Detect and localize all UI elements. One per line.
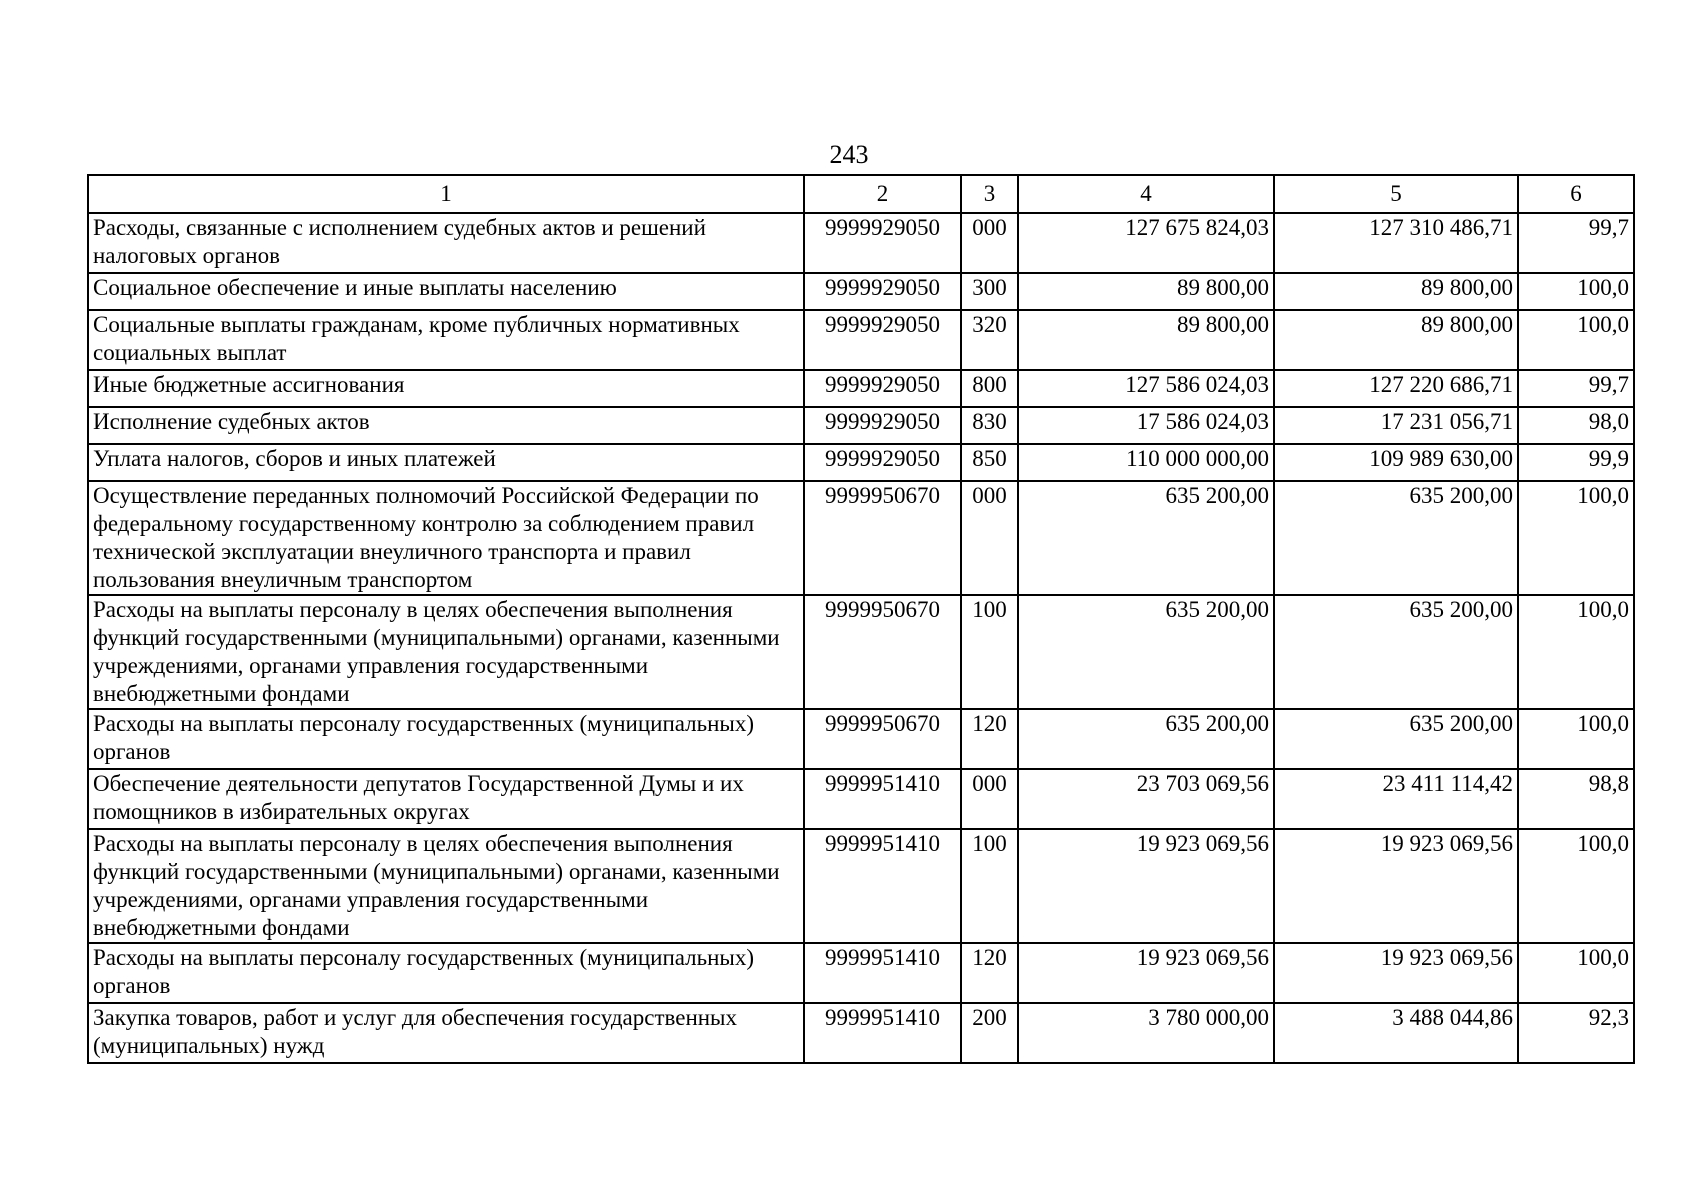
row-type: 120 bbox=[961, 709, 1018, 769]
row-actual: 89 800,00 bbox=[1274, 310, 1518, 370]
row-percent: 99,7 bbox=[1518, 213, 1634, 273]
row-type: 320 bbox=[961, 310, 1018, 370]
table-row bbox=[88, 407, 1634, 444]
row-name: Расходы, связанные с исполнением судебных актов и решений налоговых органов bbox=[88, 213, 804, 273]
row-actual: 635 200,00 bbox=[1274, 709, 1518, 769]
row-actual: 3 488 044,86 bbox=[1274, 1003, 1518, 1063]
row-code: 9999929050 bbox=[804, 407, 961, 444]
table-row bbox=[88, 370, 1634, 407]
row-plan: 127 675 824,03 bbox=[1018, 213, 1274, 273]
row-name: Социальные выплаты гражданам, кроме публичных нормативных социальных выплат bbox=[88, 310, 804, 370]
row-plan: 110 000 000,00 bbox=[1018, 444, 1274, 481]
row-plan: 635 200,00 bbox=[1018, 709, 1274, 769]
table-row bbox=[88, 444, 1634, 481]
row-actual: 19 923 069,56 bbox=[1274, 943, 1518, 1003]
row-actual: 127 220 686,71 bbox=[1274, 370, 1518, 407]
budget-table bbox=[87, 174, 1635, 1064]
row-percent: 100,0 bbox=[1518, 595, 1634, 709]
column-header-5: 5 bbox=[1274, 175, 1518, 213]
row-actual: 17 231 056,71 bbox=[1274, 407, 1518, 444]
row-type: 000 bbox=[961, 481, 1018, 595]
table-row bbox=[88, 829, 1634, 943]
page-number: 243 bbox=[829, 140, 869, 169]
row-type: 120 bbox=[961, 943, 1018, 1003]
row-plan: 89 800,00 bbox=[1018, 273, 1274, 310]
table-row bbox=[88, 273, 1634, 310]
row-percent: 92,3 bbox=[1518, 1003, 1634, 1063]
column-header-4: 4 bbox=[1018, 175, 1274, 213]
table-row bbox=[88, 310, 1634, 370]
row-name: Иные бюджетные ассигнования bbox=[88, 370, 804, 407]
row-type: 100 bbox=[961, 829, 1018, 943]
row-type: 800 bbox=[961, 370, 1018, 407]
row-code: 9999950670 bbox=[804, 481, 961, 595]
row-percent: 100,0 bbox=[1518, 481, 1634, 595]
row-type: 100 bbox=[961, 595, 1018, 709]
row-type: 000 bbox=[961, 213, 1018, 273]
row-code: 9999951410 bbox=[804, 829, 961, 943]
table-row bbox=[88, 481, 1634, 595]
table-row bbox=[88, 943, 1634, 1003]
row-code: 9999951410 bbox=[804, 1003, 961, 1063]
row-percent: 100,0 bbox=[1518, 709, 1634, 769]
row-plan: 19 923 069,56 bbox=[1018, 829, 1274, 943]
row-plan: 89 800,00 bbox=[1018, 310, 1274, 370]
row-actual: 127 310 486,71 bbox=[1274, 213, 1518, 273]
row-percent: 100,0 bbox=[1518, 310, 1634, 370]
row-name: Расходы на выплаты персоналу государственных (муниципальных) органов bbox=[88, 943, 804, 1003]
row-name: Расходы на выплаты персоналу государственных (муниципальных) органов bbox=[88, 709, 804, 769]
table-header-row bbox=[88, 175, 1634, 213]
column-header-2: 2 bbox=[804, 175, 961, 213]
row-plan: 635 200,00 bbox=[1018, 481, 1274, 595]
row-name: Расходы на выплаты персоналу в целях обеспечения выполнения функций государственными (муниципальными) органами, казенными учреждениями, органами управления государственными внебюджетными фондами bbox=[88, 829, 804, 943]
row-code: 9999929050 bbox=[804, 444, 961, 481]
row-type: 300 bbox=[961, 273, 1018, 310]
row-actual: 109 989 630,00 bbox=[1274, 444, 1518, 481]
row-type: 000 bbox=[961, 769, 1018, 829]
table-row bbox=[88, 709, 1634, 769]
row-actual: 23 411 114,42 bbox=[1274, 769, 1518, 829]
row-code: 9999950670 bbox=[804, 709, 961, 769]
table-row bbox=[88, 595, 1634, 709]
row-name: Расходы на выплаты персоналу в целях обеспечения выполнения функций государственными (муниципальными) органами, казенными учреждениями, органами управления государственными внебюджетными фондами bbox=[88, 595, 804, 709]
row-type: 850 bbox=[961, 444, 1018, 481]
row-plan: 23 703 069,56 bbox=[1018, 769, 1274, 829]
row-name: Осуществление переданных полномочий Российской Федерации по федеральному государственному контролю за соблюдением правил технической эксплуатации внеуличного транспорта и правил пользования внеуличным транспортом bbox=[88, 481, 804, 595]
row-percent: 100,0 bbox=[1518, 943, 1634, 1003]
row-plan: 17 586 024,03 bbox=[1018, 407, 1274, 444]
row-code: 9999929050 bbox=[804, 370, 961, 407]
row-code: 9999929050 bbox=[804, 273, 961, 310]
row-plan: 19 923 069,56 bbox=[1018, 943, 1274, 1003]
row-name: Исполнение судебных актов bbox=[88, 407, 804, 444]
row-code: 9999951410 bbox=[804, 769, 961, 829]
row-name: Уплата налогов, сборов и иных платежей bbox=[88, 444, 804, 481]
row-percent: 100,0 bbox=[1518, 829, 1634, 943]
row-percent: 99,9 bbox=[1518, 444, 1634, 481]
table-row bbox=[88, 769, 1634, 829]
row-type: 830 bbox=[961, 407, 1018, 444]
row-name: Обеспечение деятельности депутатов Государственной Думы и их помощников в избирательных округах bbox=[88, 769, 804, 829]
row-code: 9999951410 bbox=[804, 943, 961, 1003]
row-actual: 635 200,00 bbox=[1274, 595, 1518, 709]
row-actual: 19 923 069,56 bbox=[1274, 829, 1518, 943]
row-code: 9999929050 bbox=[804, 213, 961, 273]
row-percent: 99,7 bbox=[1518, 370, 1634, 407]
row-plan: 635 200,00 bbox=[1018, 595, 1274, 709]
row-code: 9999929050 bbox=[804, 310, 961, 370]
column-header-6: 6 bbox=[1518, 175, 1634, 213]
row-percent: 100,0 bbox=[1518, 273, 1634, 310]
row-actual: 635 200,00 bbox=[1274, 481, 1518, 595]
row-percent: 98,0 bbox=[1518, 407, 1634, 444]
column-header-1: 1 bbox=[88, 175, 804, 213]
table-row bbox=[88, 1003, 1634, 1063]
row-plan: 127 586 024,03 bbox=[1018, 370, 1274, 407]
row-name: Закупка товаров, работ и услуг для обеспечения государственных (муниципальных) нужд bbox=[88, 1003, 804, 1063]
row-plan: 3 780 000,00 bbox=[1018, 1003, 1274, 1063]
row-percent: 98,8 bbox=[1518, 769, 1634, 829]
row-type: 200 bbox=[961, 1003, 1018, 1063]
row-code: 9999950670 bbox=[804, 595, 961, 709]
table-row bbox=[88, 213, 1634, 273]
row-name: Социальное обеспечение и иные выплаты населению bbox=[88, 273, 804, 310]
row-actual: 89 800,00 bbox=[1274, 273, 1518, 310]
column-header-3: 3 bbox=[961, 175, 1018, 213]
